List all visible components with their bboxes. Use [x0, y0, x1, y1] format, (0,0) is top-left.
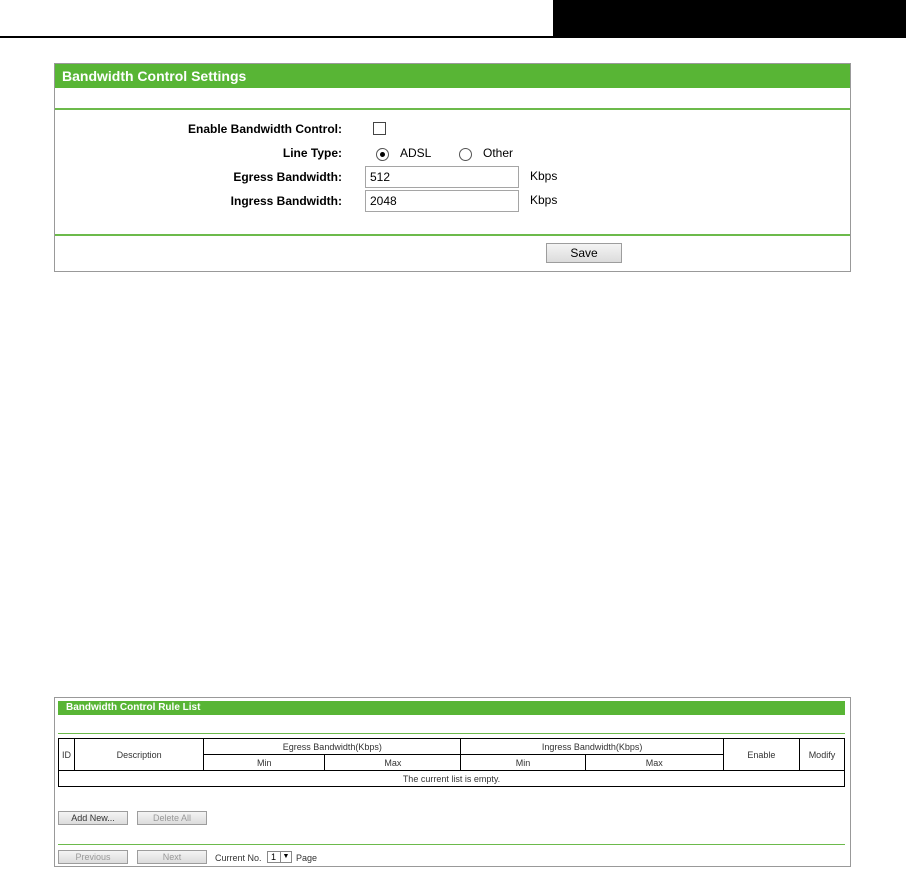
next-button[interactable]: Next — [137, 850, 207, 864]
page-select-value: 1 — [271, 852, 277, 862]
col-egress-max: Max — [325, 755, 461, 771]
col-id: ID — [59, 739, 75, 771]
line-type-adsl-radio[interactable] — [376, 148, 389, 161]
enable-bandwidth-checkbox[interactable] — [373, 122, 386, 135]
rule-list-panel — [54, 697, 851, 867]
page-select[interactable] — [267, 851, 292, 863]
ingress-label: Ingress Bandwidth: — [230, 194, 342, 208]
egress-label: Egress Bandwidth: — [233, 170, 342, 184]
egress-bandwidth-input[interactable] — [365, 166, 519, 188]
ingress-unit: Kbps — [530, 193, 558, 207]
rule-table — [58, 738, 845, 787]
add-new-button[interactable]: Add New... — [58, 811, 128, 825]
adsl-label: ADSL — [400, 146, 432, 160]
col-egress: Egress Bandwidth(Kbps) — [204, 739, 461, 755]
save-button[interactable]: Save — [546, 243, 622, 263]
page-label: Page — [296, 853, 318, 863]
divider — [55, 108, 850, 110]
rule-list-title: Bandwidth Control Rule List — [58, 701, 845, 715]
col-ingress-min: Min — [461, 755, 585, 771]
line-type-other-radio[interactable] — [459, 148, 472, 161]
empty-list-message: The current list is empty. — [59, 771, 845, 787]
col-ingress: Ingress Bandwidth(Kbps) — [461, 739, 723, 755]
bandwidth-settings-panel — [54, 63, 851, 272]
col-egress-min: Min — [204, 755, 325, 771]
settings-title: Bandwidth Control Settings — [55, 64, 850, 88]
other-label: Other — [483, 146, 514, 160]
divider — [58, 733, 845, 734]
header-rule — [0, 36, 906, 38]
divider — [55, 234, 850, 236]
chevron-down-icon: ▼ — [280, 852, 291, 862]
col-ingress-max: Max — [585, 755, 723, 771]
col-enable: Enable — [723, 739, 799, 771]
previous-button[interactable]: Previous — [58, 850, 128, 864]
ingress-bandwidth-input[interactable] — [365, 190, 519, 212]
enable-label: Enable Bandwidth Control: — [188, 122, 342, 136]
divider — [58, 844, 845, 845]
col-description: Description — [75, 739, 204, 771]
current-no-label: Current No. — [215, 853, 262, 863]
line-type-label: Line Type: — [282, 146, 342, 160]
col-modify: Modify — [799, 739, 844, 771]
delete-all-button[interactable]: Delete All — [137, 811, 207, 825]
header-black-bar — [553, 0, 906, 38]
egress-unit: Kbps — [530, 169, 558, 183]
